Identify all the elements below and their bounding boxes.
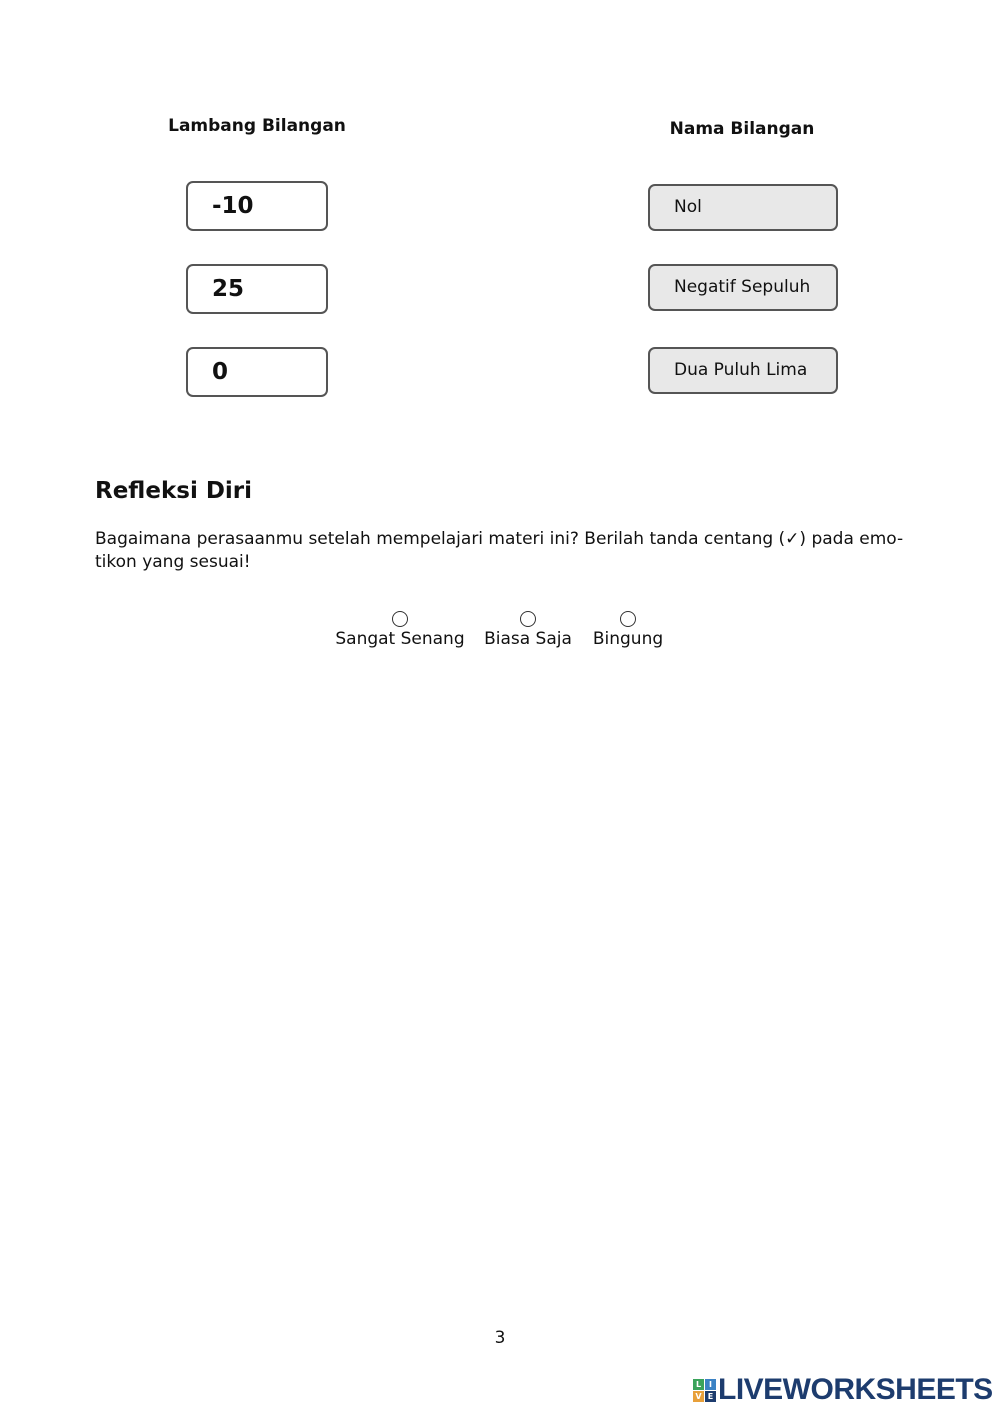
radio-circle-icon[interactable] (392, 611, 408, 627)
emotion-option-confused[interactable] (588, 611, 668, 649)
number-box[interactable]: 0 (186, 347, 328, 397)
radio-circle-icon[interactable] (620, 611, 636, 627)
reflection-title: Refleksi Diri (95, 478, 253, 504)
name-box[interactable]: Nol (648, 184, 838, 231)
logo-text: LIVEWORKSHEETS (718, 1373, 993, 1406)
name-box[interactable]: Negatif Sepuluh (648, 264, 838, 311)
column-header-symbol: Lambang Bilangan (168, 116, 346, 136)
column-header-name: Nama Bilangan (669, 119, 815, 139)
emotion-label: Biasa Saja (484, 629, 572, 649)
logo-letter: V (693, 1391, 704, 1402)
liveworksheets-logo-icon (693, 1379, 716, 1402)
name-box[interactable]: Dua Puluh Lima (648, 347, 838, 394)
logo-letter: E (705, 1391, 716, 1402)
liveworksheets-logo (693, 1374, 993, 1406)
logo-letter: I (705, 1379, 716, 1390)
emotion-option-neutral[interactable] (482, 611, 574, 649)
emotion-label: Bingung (592, 629, 664, 649)
page-number: 3 (494, 1328, 506, 1348)
logo-letter: L (693, 1379, 704, 1390)
emotion-label: Sangat Senang (335, 629, 465, 649)
radio-circle-icon[interactable] (520, 611, 536, 627)
number-box[interactable]: 25 (186, 264, 328, 314)
number-box[interactable]: -10 (186, 181, 328, 231)
emotion-option-very-happy[interactable] (334, 611, 466, 649)
reflection-instruction: Bagaimana perasaanmu setelah mempelajari materi ini? Berilah tanda centang (✓) pada emo-tikon yang sesuai! (95, 529, 904, 572)
